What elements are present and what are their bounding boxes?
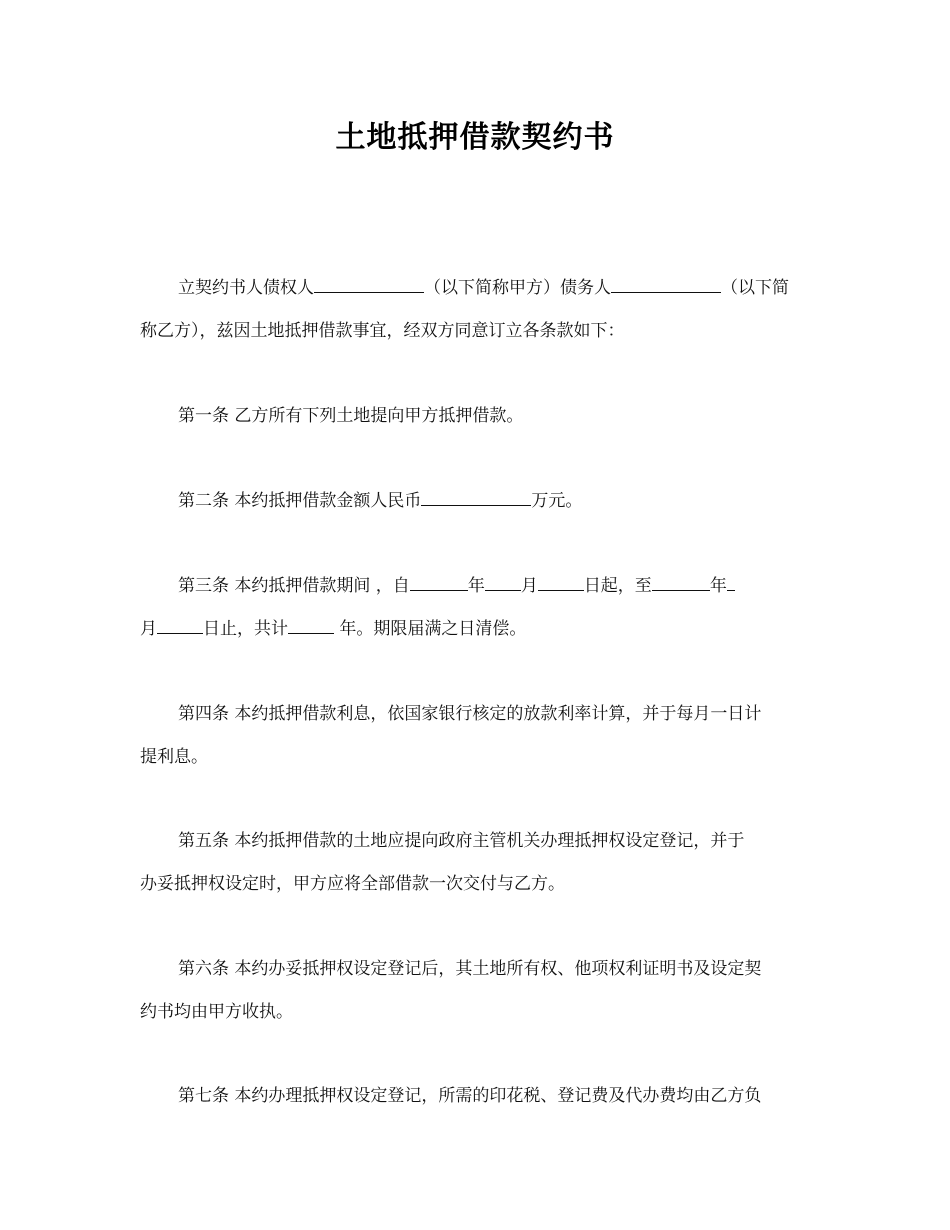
article-5-line-1: 第五条 本约抵押借款的土地应提向政府主管机关办理抵押权设定登记，并于 (178, 831, 745, 851)
amount-blank[interactable] (421, 489, 531, 506)
article-7-line-1: 第七条 本约办理抵押权设定登记，所需的印花税、登记费及代办费均由乙方负 (178, 1086, 762, 1106)
start-month-blank[interactable] (485, 574, 521, 591)
document-title: 土地抵押借款契约书 (335, 120, 615, 155)
day-from-label: 日起，至 (583, 576, 652, 596)
article-3-line-1 (178, 574, 820, 598)
year-label: 年 (467, 576, 485, 596)
article-4-line-2: 提利息。 (140, 747, 208, 767)
article-2 (178, 489, 820, 513)
article-3-end: 年。期限届满之日清偿。 (334, 619, 527, 639)
preamble-text-debtor: （以下简称甲方）债务人 (424, 278, 611, 298)
article-3-line-2 (140, 617, 820, 641)
start-year-blank[interactable] (410, 574, 468, 591)
year-label-2: 年 (709, 576, 727, 596)
start-day-blank[interactable] (538, 574, 584, 591)
preamble-text-abbrev: （以下简 (721, 278, 789, 298)
debtor-blank[interactable] (611, 276, 721, 293)
article-5-line-2: 办妥抵押权设定时，甲方应将全部借款一次交付与乙方。 (140, 874, 565, 894)
total-years-blank[interactable] (288, 617, 334, 634)
article-2-text: 第二条 本约抵押借款金额人民币 (178, 491, 422, 511)
article-1: 第一条 乙方所有下列土地提向甲方抵押借款。 (178, 406, 524, 426)
article-6-line-2: 约书均由甲方收执。 (140, 1002, 293, 1022)
day-to-label: 日止，共计 (203, 619, 288, 639)
article-2-unit: 万元。 (531, 491, 583, 511)
creditor-blank[interactable] (314, 276, 424, 293)
article-4-line-1: 第四条 本约抵押借款利息，依国家银行核定的放款利率计算，并于每月一日计 (178, 704, 762, 724)
month-label: 月 (520, 576, 538, 596)
end-day-blank[interactable] (157, 617, 203, 634)
article-3-text: 第三条 本约抵押借款期间 ，自 (178, 576, 410, 596)
preamble-line-1 (178, 276, 820, 300)
month-label-2: 月 (140, 619, 157, 639)
preamble-text-creditor: 立契约书人债权人 (178, 278, 314, 298)
end-month-blank-start[interactable] (727, 574, 735, 591)
end-year-blank[interactable] (652, 574, 710, 591)
preamble-line-2: 称乙方），兹因土地抵押借款事宜，经双方同意订立各条款如下： (140, 321, 625, 341)
article-6-line-1: 第六条 本约办妥抵押权设定登记后，其土地所有权、他项权利证明书及设定契 (178, 959, 762, 979)
